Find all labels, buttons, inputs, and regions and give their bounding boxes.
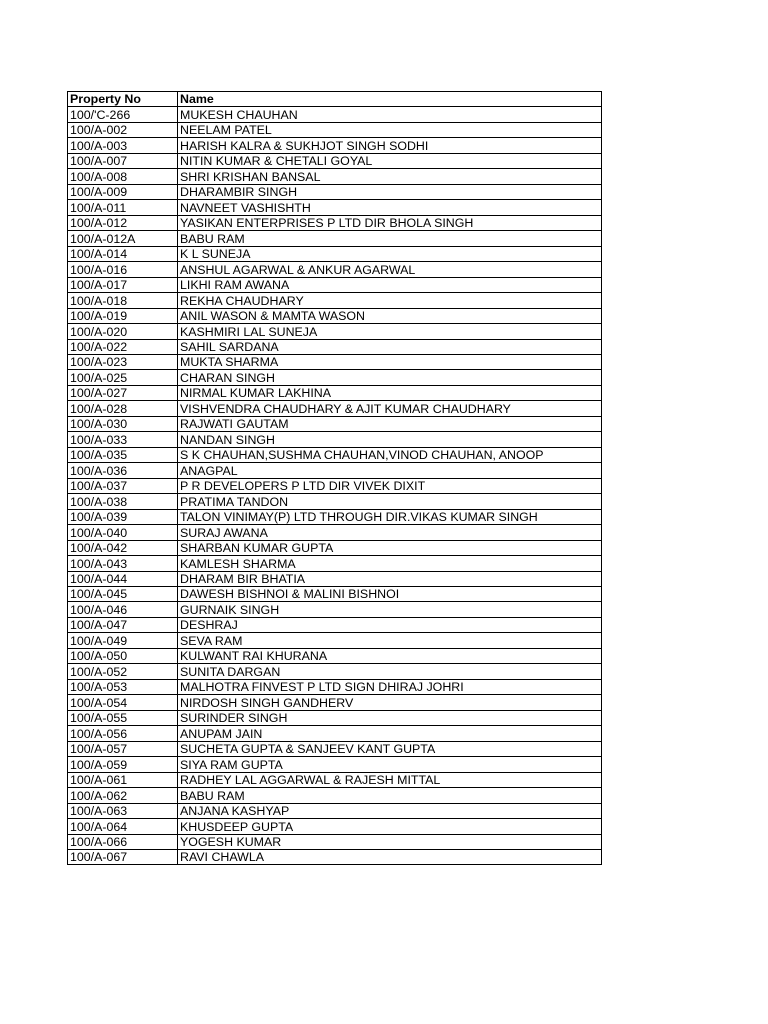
table-row: [68, 664, 602, 679]
cell-property-no: 100/A-066: [68, 834, 178, 849]
cell-property-no: 100/A-023: [68, 354, 178, 369]
cell-property-no: 100/A-038: [68, 494, 178, 509]
table-row: [68, 772, 602, 787]
cell-name: NANDAN SINGH: [178, 432, 602, 447]
header-property-no: Property No: [68, 92, 178, 107]
cell-name: SHRI KRISHAN BANSAL: [178, 169, 602, 184]
cell-property-no: 100/A-067: [68, 849, 178, 864]
cell-name: TALON VINIMAY(P) LTD THROUGH DIR.VIKAS KUMAR SINGH: [178, 509, 602, 524]
cell-property-no: 100/A-055: [68, 710, 178, 725]
cell-name: NEELAM PATEL: [178, 122, 602, 137]
cell-name: PRATIMA TANDON: [178, 494, 602, 509]
cell-property-no: 100/A-046: [68, 602, 178, 617]
table-row: [68, 293, 602, 308]
table-row: [68, 122, 602, 137]
table-row: [68, 138, 602, 153]
cell-property-no: 100/A-056: [68, 726, 178, 741]
table-row: [68, 509, 602, 524]
cell-property-no: 100/A-030: [68, 416, 178, 431]
table-row: [68, 432, 602, 447]
cell-name: NITIN KUMAR & CHETALI GOYAL: [178, 153, 602, 168]
cell-name: MUKESH CHAUHAN: [178, 107, 602, 122]
cell-property-no: 100/A-049: [68, 633, 178, 648]
cell-property-no: 100/A-020: [68, 324, 178, 339]
table-row: [68, 107, 602, 122]
cell-name: NAVNEET VASHISHTH: [178, 200, 602, 215]
cell-property-no: 100/A-047: [68, 617, 178, 632]
cell-name: DAWESH BISHNOI & MALINI BISHNOI: [178, 587, 602, 602]
cell-name: RAVI CHAWLA: [178, 849, 602, 864]
cell-name: MUKTA SHARMA: [178, 354, 602, 369]
cell-property-no: 100/A-037: [68, 478, 178, 493]
cell-name: KHUSDEEP GUPTA: [178, 819, 602, 834]
cell-property-no: 100/A-003: [68, 138, 178, 153]
cell-property-no: 100/A-025: [68, 370, 178, 385]
cell-name: SHARBAN KUMAR GUPTA: [178, 540, 602, 555]
table-row: [68, 416, 602, 431]
cell-property-no: 100/A-045: [68, 587, 178, 602]
table-row: [68, 540, 602, 555]
property-table: [67, 91, 602, 865]
cell-name: P R DEVELOPERS P LTD DIR VIVEK DIXIT: [178, 478, 602, 493]
cell-property-no: 100/A-011: [68, 200, 178, 215]
cell-property-no: 100/A-052: [68, 664, 178, 679]
cell-property-no: 100/A-019: [68, 308, 178, 323]
cell-name: ANUPAM JAIN: [178, 726, 602, 741]
table-row: [68, 308, 602, 323]
table-row: [68, 153, 602, 168]
cell-property-no: 100/A-062: [68, 788, 178, 803]
cell-property-no: 100/A-063: [68, 803, 178, 818]
cell-property-no: 100/A-036: [68, 463, 178, 478]
cell-property-no: 100/A-012A: [68, 231, 178, 246]
header-name: Name: [178, 92, 602, 107]
table-row: [68, 200, 602, 215]
cell-property-no: 100/A-042: [68, 540, 178, 555]
cell-name: SIYA RAM GUPTA: [178, 757, 602, 772]
cell-property-no: 100/A-040: [68, 525, 178, 540]
table-row: [68, 494, 602, 509]
table-row: [68, 231, 602, 246]
table-row: [68, 277, 602, 292]
table-row: [68, 262, 602, 277]
cell-property-no: 100/A-007: [68, 153, 178, 168]
table-row: [68, 556, 602, 571]
table-row: [68, 401, 602, 416]
cell-property-no: 100/A-064: [68, 819, 178, 834]
table-row: [68, 463, 602, 478]
table-header-row: [68, 92, 602, 107]
cell-property-no: 100/A-016: [68, 262, 178, 277]
cell-property-no: 100/A-044: [68, 571, 178, 586]
cell-name: YOGESH KUMAR: [178, 834, 602, 849]
cell-name: DESHRAJ: [178, 617, 602, 632]
cell-property-no: 100/A-050: [68, 648, 178, 663]
table-row: [68, 370, 602, 385]
cell-name: ANJANA KASHYAP: [178, 803, 602, 818]
cell-property-no: 100/'C-266: [68, 107, 178, 122]
table-row: [68, 741, 602, 756]
cell-property-no: 100/A-027: [68, 385, 178, 400]
table-row: [68, 788, 602, 803]
cell-property-no: 100/A-012: [68, 215, 178, 230]
cell-name: SUCHETA GUPTA & SANJEEV KANT GUPTA: [178, 741, 602, 756]
cell-property-no: 100/A-018: [68, 293, 178, 308]
cell-property-no: 100/A-053: [68, 679, 178, 694]
table-row: [68, 819, 602, 834]
cell-name: REKHA CHAUDHARY: [178, 293, 602, 308]
table-row: [68, 354, 602, 369]
table-row: [68, 525, 602, 540]
table-row: [68, 602, 602, 617]
cell-name: NIRDOSH SINGH GANDHERV: [178, 695, 602, 710]
cell-property-no: 100/A-017: [68, 277, 178, 292]
table-row: [68, 478, 602, 493]
table-row: [68, 324, 602, 339]
cell-name: GURNAIK SINGH: [178, 602, 602, 617]
cell-name: CHARAN SINGH: [178, 370, 602, 385]
cell-name: MALHOTRA FINVEST P LTD SIGN DHIRAJ JOHRI: [178, 679, 602, 694]
cell-name: KULWANT RAI KHURANA: [178, 648, 602, 663]
table-row: [68, 184, 602, 199]
table-row: [68, 169, 602, 184]
table-body: [68, 107, 602, 865]
cell-name: RAJWATI GAUTAM: [178, 416, 602, 431]
table-row: [68, 447, 602, 462]
cell-property-no: 100/A-008: [68, 169, 178, 184]
table-row: [68, 215, 602, 230]
table-row: [68, 679, 602, 694]
cell-name: NIRMAL KUMAR LAKHINA: [178, 385, 602, 400]
cell-property-no: 100/A-057: [68, 741, 178, 756]
cell-name: DHARAMBIR SINGH: [178, 184, 602, 199]
cell-name: SURAJ AWANA: [178, 525, 602, 540]
cell-name: BABU RAM: [178, 788, 602, 803]
cell-name: ANIL WASON & MAMTA WASON: [178, 308, 602, 323]
table-row: [68, 587, 602, 602]
cell-name: SUNITA DARGAN: [178, 664, 602, 679]
cell-property-no: 100/A-039: [68, 509, 178, 524]
cell-name: RADHEY LAL AGGARWAL & RAJESH MITTAL: [178, 772, 602, 787]
cell-name: ANSHUL AGARWAL & ANKUR AGARWAL: [178, 262, 602, 277]
cell-property-no: 100/A-028: [68, 401, 178, 416]
cell-name: YASIKAN ENTERPRISES P LTD DIR BHOLA SINGH: [178, 215, 602, 230]
cell-property-no: 100/A-009: [68, 184, 178, 199]
cell-name: K L SUNEJA: [178, 246, 602, 261]
cell-name: SURINDER SINGH: [178, 710, 602, 725]
table-row: [68, 849, 602, 864]
cell-name: VISHVENDRA CHAUDHARY & AJIT KUMAR CHAUDHARY: [178, 401, 602, 416]
cell-name: ANAGPAL: [178, 463, 602, 478]
cell-property-no: 100/A-061: [68, 772, 178, 787]
cell-name: LIKHI RAM AWANA: [178, 277, 602, 292]
table-row: [68, 710, 602, 725]
cell-name: S K CHAUHAN,SUSHMA CHAUHAN,VINOD CHAUHAN, ANOOP: [178, 447, 602, 462]
table-row: [68, 648, 602, 663]
cell-name: DHARAM BIR BHATIA: [178, 571, 602, 586]
table-row: [68, 246, 602, 261]
cell-property-no: 100/A-059: [68, 757, 178, 772]
table-row: [68, 834, 602, 849]
cell-name: SAHIL SARDANA: [178, 339, 602, 354]
cell-name: SEVA RAM: [178, 633, 602, 648]
table-row: [68, 617, 602, 632]
cell-property-no: 100/A-014: [68, 246, 178, 261]
cell-name: KASHMIRI LAL SUNEJA: [178, 324, 602, 339]
cell-name: KAMLESH SHARMA: [178, 556, 602, 571]
cell-property-no: 100/A-043: [68, 556, 178, 571]
cell-property-no: 100/A-054: [68, 695, 178, 710]
cell-name: BABU RAM: [178, 231, 602, 246]
table-row: [68, 726, 602, 741]
table-row: [68, 695, 602, 710]
cell-property-no: 100/A-022: [68, 339, 178, 354]
table-row: [68, 803, 602, 818]
cell-property-no: 100/A-002: [68, 122, 178, 137]
table-row: [68, 339, 602, 354]
table-row: [68, 571, 602, 586]
cell-property-no: 100/A-035: [68, 447, 178, 462]
cell-property-no: 100/A-033: [68, 432, 178, 447]
table-row: [68, 385, 602, 400]
cell-name: HARISH KALRA & SUKHJOT SINGH SODHI: [178, 138, 602, 153]
table-row: [68, 757, 602, 772]
table-row: [68, 633, 602, 648]
